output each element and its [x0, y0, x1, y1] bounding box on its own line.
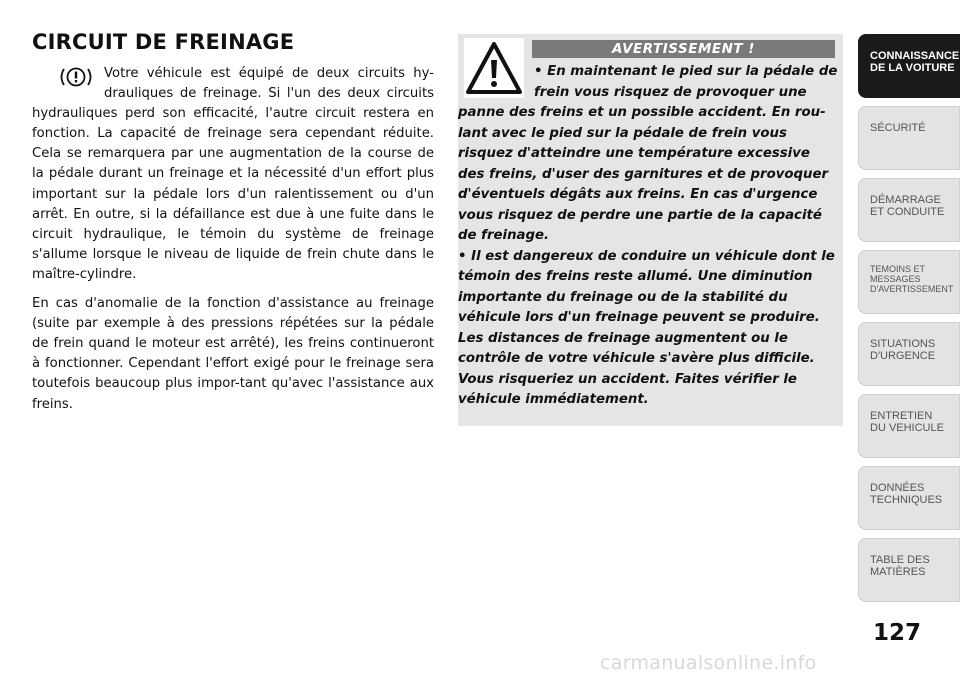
tab-label: ENTRETIEN [870, 410, 933, 422]
tab-label: SITUATIONS [870, 338, 936, 350]
tab-donnees-techniques[interactable] [858, 466, 960, 530]
tab-label: DU VEHICULE [870, 422, 944, 434]
tab-label: DÉMARRAGE [870, 194, 941, 206]
tab-label: ET CONDUITE [870, 206, 945, 218]
warning-line: contrôle de votre véhicule s'avère plus difficile. [458, 351, 815, 366]
page-title: CIRCUIT DE FREINAGE [32, 30, 295, 54]
warning-line: des freins, d'user des garnitures et de provoquer [458, 166, 829, 182]
warning-header: AVERTISSEMENT ! [532, 40, 835, 58]
tab-table-des-matieres[interactable] [858, 538, 960, 602]
tab-demarrage-et-conduite[interactable] [858, 178, 960, 242]
tab-label: D'URGENCE [870, 350, 936, 362]
warning-line: Vous risqueriez un accident. Faites vérifier le [458, 371, 797, 387]
warning-line: vous risquez de perdre une partie de la capacité [458, 207, 822, 223]
warning-line: de freinage. [458, 228, 550, 243]
warning-text [458, 62, 839, 411]
tab-label: SÉCURITÉ [870, 122, 926, 134]
brake-warning-icon [58, 66, 94, 88]
warning-line: risquez d'atteindre une température excessive [458, 146, 810, 161]
paragraph-2: En cas d'anomalie de la fonction d'assistance au freinage (suite par exemple à des pressions répétées sur la pédale de frein quand le moteur est arrêté), les freins continueront à fonctionner. Cependant l'effort exigé pour le freinage sera toutefois beaucoup plus impor-tant qu'avec l'assistance aux freins. [32, 296, 434, 412]
tab-label: TABLE DES [870, 554, 930, 566]
tab-label: DONNÉES [870, 482, 925, 494]
warning-line: importante du freinage ou de la stabilité du [458, 289, 788, 305]
body-text [32, 64, 434, 424]
tab-label: MATIÈRES [870, 566, 926, 578]
warning-line: d'éventuels dégâts aux freins. En cas d'urgence [458, 187, 818, 202]
warning-line: • Il est dangereux de conduire un véhicule dont le [458, 248, 835, 264]
tab-temoins-et-messages[interactable] [858, 250, 960, 314]
warning-line: panne des freins et un possible accident. En rou- [458, 105, 826, 120]
watermark: carmanualsonline.info [600, 652, 817, 674]
warning-line: frein vous risquez de provoquer une [534, 84, 807, 100]
tab-label: TEMOINS ET [870, 264, 926, 274]
tab-label: TECHNIQUES [870, 494, 943, 506]
warning-line: véhicule lors d'un freinage peuvent se produire. [458, 310, 820, 325]
paragraph-1 [32, 64, 434, 285]
page-number: 127 [872, 620, 921, 646]
tab-securite[interactable] [858, 106, 960, 170]
warning-box [458, 34, 843, 426]
tab-label: CONNAISSANCE [870, 50, 960, 62]
warning-line: véhicule immédiatement. [458, 392, 649, 407]
tab-label: MESSAGES [870, 274, 921, 284]
paragraph-1-text: Votre véhicule est équipé de deux circuits hy-drauliques de freinage. Si l'un des deux circuits hydrauliques perd son efficacité, l'autre circuit restera en fonction. La capacité de freinage sera cependant réduite. Cela se remarquera par une augmentation de la course de la pédale durant un freinage et la nécessité d'un effort plus important sur la pédale lors d'un ralentissement ou d'un arrêt. En outre, si la défaillance est due à une fuite dans le circuit hydraulique, le témoin du système de freinage s'allume lorsque le niveau de liquide de frein chute dans le maître-cylindre. [32, 66, 434, 282]
warning-line: • En maintenant le pied sur la pédale de [534, 64, 838, 79]
tab-situations-d-urgence[interactable] [858, 322, 960, 386]
tab-label: DE LA VOITURE [870, 62, 955, 74]
tab-connaissance-de-la-voiture[interactable] [858, 34, 960, 98]
tab-entretien-du-vehicule[interactable] [858, 394, 960, 458]
tab-label: D'AVERTISSEMENT [870, 284, 954, 294]
warning-line: lant avec le pied sur la pédale de frein vous [458, 125, 787, 141]
warning-line: témoin des freins reste allumé. Une diminution [458, 269, 813, 284]
warning-line: Les distances de freinage augmentent ou le [458, 330, 788, 346]
